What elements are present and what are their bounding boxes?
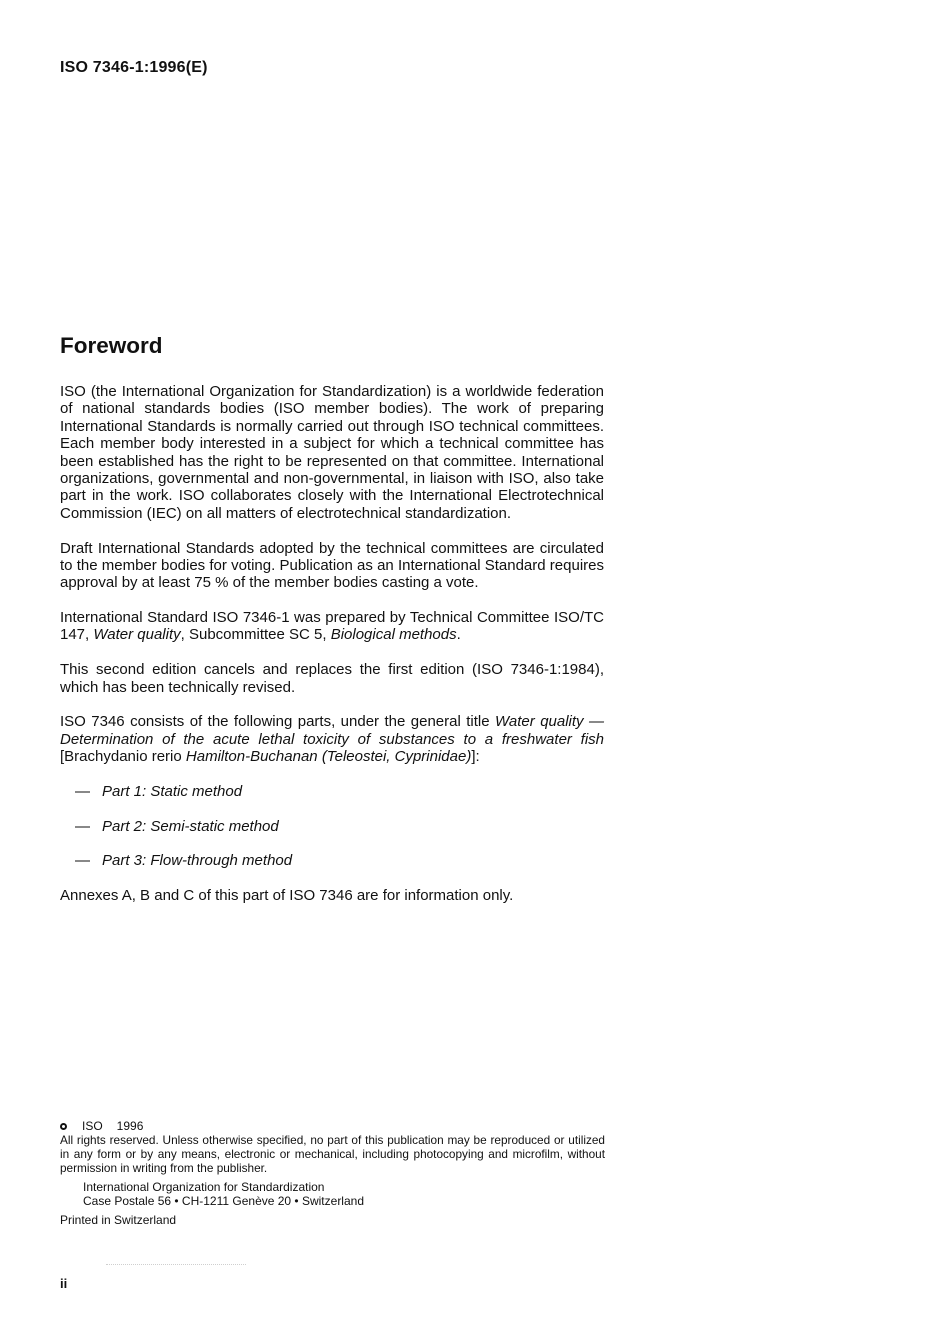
list-dash: —: [75, 852, 90, 870]
copyright-year: 1996: [116, 1119, 144, 1133]
copyright-holder: ISO: [82, 1119, 103, 1133]
publisher-address: [83, 1180, 605, 1208]
rights-statement: All rights reserved. Unless otherwise specified, no part of this publication may be reproduced or utilized in any form or by any means, electronic or mechanical, including photocopying and microfilm, without permission in writing from the publisher.: [60, 1133, 605, 1175]
paragraph-draft-standards: Draft International Standards adopted by the technical committees are circulated to the member bodies for voting. Publication as an International Standard requires approval by at least 75 % of the member bodies casting a vote.: [60, 539, 604, 592]
paragraph-prepared-by: International Standard ISO 7346-1 was prepared by Technical Committee ISO/TC 147, Water quality, Subcommittee SC 5, Biological methods.: [60, 609, 604, 644]
list-item: [75, 852, 604, 869]
copyright-icon: [60, 1123, 67, 1130]
copyright-line: [60, 1119, 605, 1133]
page-number: ii: [60, 1276, 68, 1291]
copyright-block: [60, 1119, 605, 1227]
list-dash: —: [75, 817, 90, 835]
list-dash: —: [75, 782, 90, 800]
part-label: Part 3: Flow-through method: [102, 852, 293, 870]
list-item: [75, 818, 604, 835]
paragraph-annex-note: Annexes A, B and C of this part of ISO 7346 are for information only.: [60, 887, 514, 905]
foreword-body: [60, 383, 604, 922]
publisher-name: International Organization for Standardization: [83, 1180, 325, 1194]
paragraph-edition: This second edition cancels and replaces the first edition (ISO 7346-1:1984), which has been technically revised.: [60, 661, 604, 696]
printed-in: Printed in Switzerland: [60, 1213, 177, 1227]
foreword-title: Foreword: [60, 333, 163, 358]
publisher-street: Case Postale 56 • CH-1211 Genève 20 • Switzerland: [83, 1194, 364, 1208]
list-item: [75, 783, 604, 800]
parts-list: [75, 783, 604, 870]
part-label: Part 1: Static method: [102, 782, 243, 800]
paragraph-iso-intro: ISO (the International Organization for Standardization) is a worldwide federation of national standards bodies (ISO member bodies). The work of preparing International Standards is normally carried out through ISO technical committees. Each member body interested in a subject for which a technical committee has been established has the right to be represented on that committee. International organizations, governmental and non-governmental, in liaison with ISO, also take part in the work. ISO collaborates closely with the International Electrotechnical Commission (IEC) on all matters of electrotechnical standardization.: [60, 383, 604, 522]
paragraph-parts-intro: ISO 7346 consists of the following parts, under the general title Water quality — Determination of the acute lethal toxicity of substances to a freshwater fish [Brachydanio rerio Hamilton-Buchanan (Teleostei, Cyprinidae)]:: [60, 713, 604, 766]
scan-artifact-divider: [106, 1264, 246, 1265]
part-label: Part 2: Semi-static method: [102, 817, 279, 835]
document-code: ISO 7346-1:1996(E): [60, 59, 208, 76]
